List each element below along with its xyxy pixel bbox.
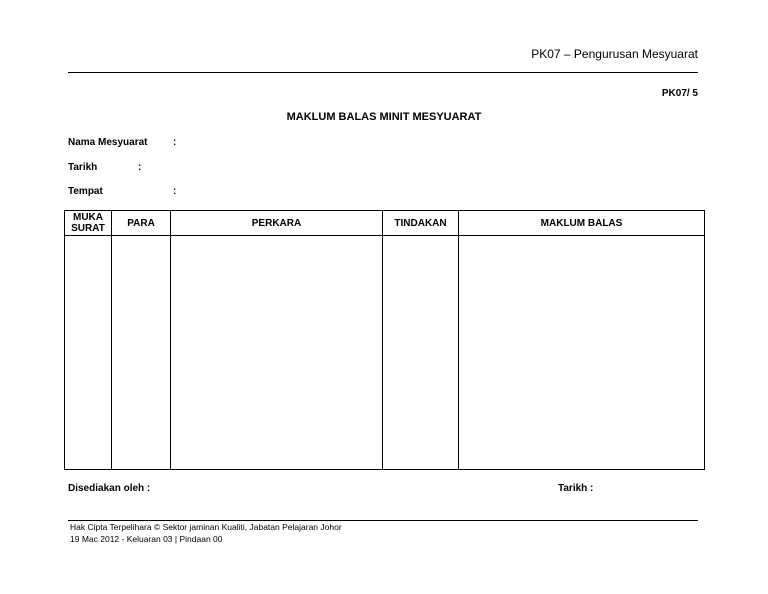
cell-maklum-balas[interactable]	[459, 236, 705, 470]
column-header-perkara: PERKARA	[171, 211, 383, 236]
form-title: MAKLUM BALAS MINIT MESYUARAT	[286, 111, 482, 123]
field-tarikh	[68, 162, 142, 173]
field-colon: :	[138, 162, 142, 173]
prepared-by-label: Disediakan oleh :	[68, 483, 151, 494]
field-label: Tempat	[68, 186, 103, 197]
table-row	[65, 236, 705, 470]
column-header-tindakan: TINDAKAN	[383, 211, 459, 236]
cell-tindakan[interactable]	[383, 236, 459, 470]
field-label: Nama Mesyuarat	[68, 137, 148, 148]
copyright-text: Hak Cipta Terpelihara © Sektor jaminan Kualiti, Jabatan Pelajaran Johor	[70, 522, 342, 532]
field-tempat	[68, 186, 177, 197]
field-label: Tarikh	[68, 162, 98, 173]
date-label: Tarikh :	[558, 483, 594, 494]
field-colon: :	[173, 137, 177, 148]
column-header-muka-surat: MUKA SURAT	[65, 211, 112, 236]
revision-text: 19 Mac 2012 - Keluaran 03 | Pindaan 00	[70, 534, 223, 544]
cell-perkara[interactable]	[171, 236, 383, 470]
feedback-table	[64, 210, 705, 470]
column-header-maklum-balas: MAKLUM BALAS	[459, 211, 705, 236]
cell-muka-surat[interactable]	[65, 236, 112, 470]
field-colon: :	[173, 186, 177, 197]
form-code: PK07/ 5	[661, 88, 698, 99]
field-nama-mesyuarat	[68, 137, 177, 148]
document-header-title: PK07 – Pengurusan Mesyuarat	[531, 47, 698, 61]
footer-divider	[68, 520, 698, 521]
table-header-row	[65, 211, 705, 236]
header-divider	[68, 72, 698, 73]
column-header-para: PARA	[112, 211, 171, 236]
cell-para[interactable]	[112, 236, 171, 470]
